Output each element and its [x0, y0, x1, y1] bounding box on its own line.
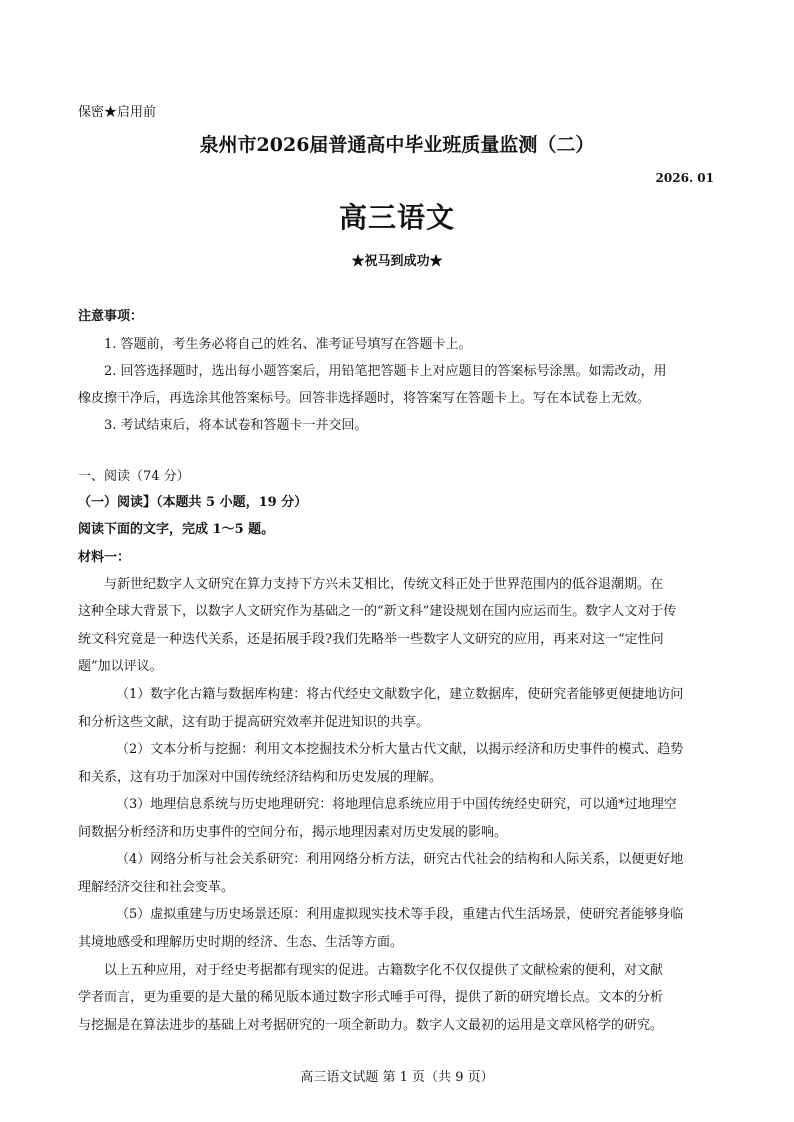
- passage-line: 和关系，这有功于加深对中国传统经济结构和历史发展的理解。: [78, 770, 443, 785]
- notice-item-continuation: 橡皮擦干净后，再选涂其他答案标号。回答非选择题时，将答案写在答题卡上。写在本试卷上无效。: [78, 391, 651, 406]
- exam-date: 2026. 01: [655, 171, 714, 185]
- notice-item: 3. 考试结束后，将本试卷和答题卡一并交回。: [104, 418, 368, 433]
- passage-line: （5）虚拟重建与历史场景还原：利用虚拟现实技术等手段，重建古代生活场景，使研究者能够身临: [116, 907, 684, 922]
- passage-line: （4）网络分析与社会关系研究：利用网络分析方法，研究古代社会的结构和人际关系，以便更好地: [116, 852, 684, 867]
- page-footer: 高三语文试题 第 1 页（共 9 页）: [300, 1070, 494, 1085]
- passage-line: 与挖掘是在算法进步的基础上对考据研究的一项全新助力。数字人文最初的运用是文章风格学的研究。: [78, 1018, 664, 1033]
- passage-line: （3）地理信息系统与历史地理研究：将地理信息系统应用于中国传统经史研究，可以通*过地理空: [116, 797, 677, 812]
- exam-title: 泉州市2026届普通高中毕业班质量监测（二）: [199, 134, 595, 156]
- passage-line: 其境地感受和理解历史时期的经济、生态、生活等方面。: [78, 935, 404, 950]
- passage-line: （2）文本分析与挖掘：利用文本挖掘技术分析大量古代文献，以揭示经济和历史事件的模式、趋势: [116, 742, 684, 757]
- passage-line: 与新世纪数字人文研究在算力支持下方兴未艾相比，传统文科正处于世界范围内的低谷退潮期。在: [104, 577, 664, 592]
- passage-line: 学者而言，更为重要的是大量的稀见版本通过数字形式唾手可得，提供了新的研究增长点。文本的分析: [78, 990, 664, 1005]
- subject-title: 高三语文: [338, 201, 455, 234]
- passage-line: 间数据分析经济和历史事件的空间分布，揭示地理因素对历史发展的影响。: [78, 825, 508, 840]
- passage-line: 这种全球大背景下，以数字人文研究作为基础之一的“新文科”建设规划在国内应运而生。数字人文对于传: [78, 604, 677, 619]
- confidential-label: 保密★启用前: [78, 105, 157, 120]
- passage-line: 理解经济交往和社会变革。: [78, 880, 235, 895]
- passage-line: 题”加以评议。: [78, 659, 163, 674]
- material-label: 材料一：: [78, 550, 131, 565]
- passage-line: 以上五种应用，对于经史考据都有现实的促进。古籍数字化不仅仅提供了文献检索的便利，对文献: [104, 963, 664, 978]
- passage-line: 和分析这些文献，这有助于提高研究效率并促进知识的共享。: [78, 715, 430, 730]
- notice-item: 2. 回答选择题时，选出每小题答案后，用铅笔把答题卡上对应题目的答案标号涂黑。如需改动，用: [104, 364, 667, 379]
- passage-line: 统文科究竟是一种迭代关系，还是拓展手段?我们先略举一些数字人文研究的应用，再来对这一“定性问: [78, 632, 664, 647]
- notice-heading: 注意事项：: [78, 309, 144, 324]
- reading-instruction: 阅读下面的文字，完成 1～5 题。: [78, 522, 275, 537]
- passage-line: （1）数字化古籍与数据库构建：将古代经史文献数字化，建立数据库，使研究者能够更便捷地访问: [116, 687, 684, 702]
- notice-item: 1. 答题前，考生务必将自己的姓名、准考证号填写在答题卡上。: [104, 337, 472, 352]
- section-title: 一、阅读（74 分）: [78, 469, 190, 484]
- subsection-title: （一）阅读】（本题共 5 小题，19 分）: [78, 495, 308, 510]
- blessing-line: ★祝马到成功★: [351, 254, 443, 269]
